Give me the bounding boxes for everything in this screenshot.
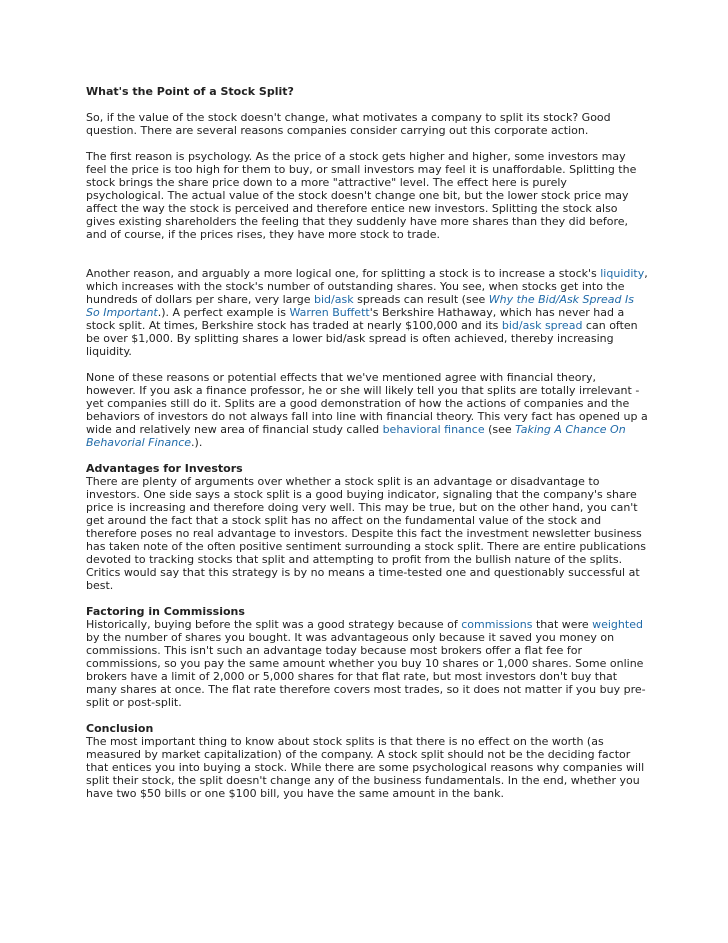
link-liquidity[interactable]: liquidity: [600, 267, 645, 280]
text-span: None of these reasons or potential effects that we've mentioned agree with financial theory, however. If you ask a finance professor, he or she will likely tell you that splits are totally irrelevant - yet companies still do it. Splits are a good demonstration of how the actions of companies and the behaviors of investors do not always fall into line with financial theory. This very fact has opened up a wide and relatively new area of financial study called: [86, 371, 648, 436]
text-span: spreads can result (see: [353, 293, 489, 306]
theory-paragraph: [86, 371, 648, 449]
link-why-bid-ask-spread[interactable]: Why the Bid/Ask Spread Is So Important: [86, 293, 635, 319]
text-span: that were: [532, 618, 593, 631]
article-title: What's the Point of a Stock Split?: [86, 85, 294, 98]
text-span: , which increases with the stock's number of outstanding shares. You see, when stocks get into the hundreds of dollars per share, very large: [86, 267, 648, 306]
link-behavioral-finance[interactable]: behavioral finance: [382, 423, 485, 436]
commissions-heading: Factoring in Commissions: [86, 605, 245, 618]
commissions-paragraph: [86, 618, 648, 709]
advantages-heading: Advantages for Investors: [86, 462, 243, 475]
text-span: Another reason, and arguably a more logical one, for splitting a stock is to increase a stock's: [86, 267, 601, 280]
advantages-paragraph: There are plenty of arguments over whether a stock split is an advantage or disadvantage to investors. One side says a stock split is a good buying indicator, signaling that the company's share price is increasing and therefore doing very well. This may be true, but on the other hand, you can't get around the fact that a stock split has no affect on the fundamental value of the stock and therefore poses no real advantage to investors. Despite this fact the investment newsletter business has taken note of the often positive sentiment surrounding a stock split. There are entire publications devoted to tracking stocks that split and attempting to profit from the bullish nature of the splits. Critics would say that this strategy is by no means a time-tested one and questionably successful at best.: [86, 475, 646, 592]
link-bid-ask[interactable]: bid/ask: [314, 293, 354, 306]
link-bid-ask-spread[interactable]: bid/ask spread: [501, 319, 583, 332]
link-warren-buffett[interactable]: Warren Buffett: [289, 306, 370, 319]
link-weighted[interactable]: weighted: [592, 618, 643, 631]
liquidity-paragraph: [86, 267, 648, 358]
text-span: .). A perfect example is: [157, 306, 290, 319]
psychology-paragraph: The first reason is psychology. As the price of a stock gets higher and higher, some investors may feel the price is too high for them to buy, or small investors may feel it is unaffordable. Splitting the stock brings the share price down to a more "attractive" level. The effect here is purely psychological. The actual value of the stock doesn't change one bit, but the lower stock price may affect the way the stock is perceived and therefore entice new investors. Splitting the stock also gives existing shareholders the feeling that they suddenly have more shares than they did before, and of course, if the prices rises, they have more stock to trade.: [86, 150, 637, 241]
text-span: Historically, buying before the split was a good strategy because of: [86, 618, 462, 631]
conclusion-paragraph: The most important thing to know about stock splits is that there is no effect on the worth (as measured by market capitalization) of the company. A stock split should not be the deciding factor that entices you into buying a stock. While there are some psychological reasons why companies will split their stock, the split doesn't change any of the business fundamentals. In the end, whether you have two $50 bills or one $100 bill, you have the same amount in the bank.: [86, 735, 645, 800]
text-span: can often be over $1,000. By splitting shares a lower bid/ask spread is often achieved, thereby increasing liquidity.: [86, 319, 638, 358]
text-span: by the number of shares you bought. It was advantageous only because it saved you money on commissions. This isn't such an advantage today because most brokers offer a flat fee for commissions, so you pay the same amount whether you buy 10 shares or 1,000 shares. Some online brokers have a limit of 2,000 or 5,000 shares for that flat rate, but most investors don't buy that many shares at once. The flat rate therefore covers most trades, so it does not matter if you buy pre-split or post-split.: [86, 631, 646, 709]
text-span: .).: [191, 436, 203, 449]
conclusion-heading: Conclusion: [86, 722, 154, 735]
intro-paragraph: So, if the value of the stock doesn't change, what motivates a company to split its stock? Good question. There are several reasons companies consider carrying out this corporate action.: [86, 111, 611, 137]
link-taking-a-chance[interactable]: Taking A Chance On Behavorial Finance: [86, 423, 626, 449]
text-span: (see: [484, 423, 516, 436]
link-commissions[interactable]: commissions: [461, 618, 533, 631]
text-span: 's Berkshire Hathaway, which has never had a stock split. At times, Berkshire stock has traded at nearly $100,000 and its: [86, 306, 625, 332]
